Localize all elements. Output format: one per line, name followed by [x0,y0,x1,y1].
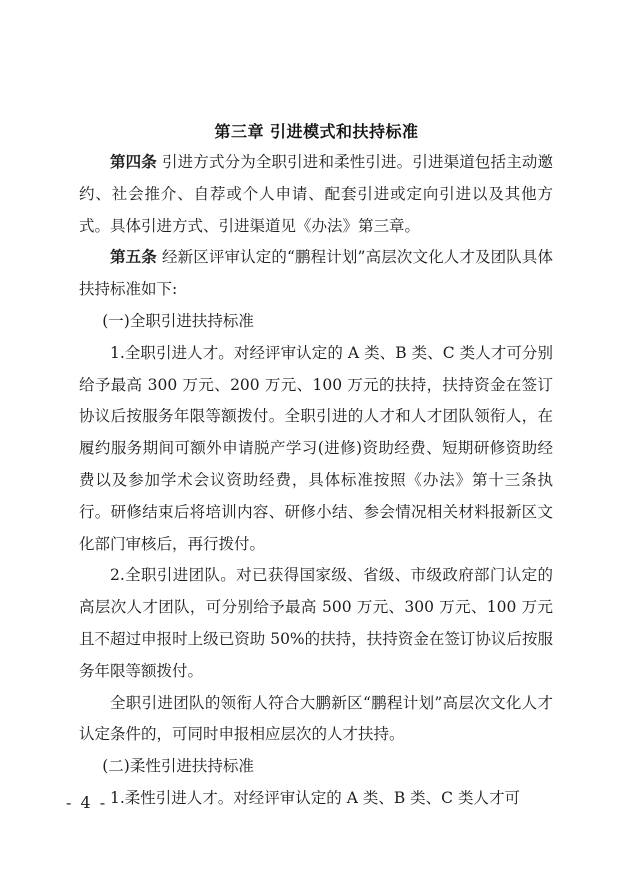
article-4-paragraph [79,147,553,242]
article-4-label: 第四条 [110,153,157,171]
page-number: - 4 - [66,793,108,812]
article-5-paragraph [79,242,553,306]
item-2-1-paragraph: 1.柔性引进人才。对经评审认定的 A 类、B 类、C 类人才可 [110,788,520,807]
article-5-label: 第五条 [110,248,157,267]
document-body [79,147,553,815]
article-5-text: 经新区评审认定的“鹏程计划”高层次文化人才及团队具体扶持标准如下: [79,248,553,299]
section-1-heading: (一)全职引进扶持标准 [102,311,254,330]
chapter-title: 第三章 引进模式和扶持标准 [214,122,419,141]
section-2-heading: (二)柔性引进扶持标准 [102,757,254,776]
item-1-1-paragraph: 1.全职引进人才。对经评审认定的 A 类、B 类、C 类人才可分别给予最高 300 万元、200 万元、100 万元的扶持，扶持资金在签订协议后按服务年限等额拨付。全职引进的人才和人才团队领衔人，在履约服务期间可额外申请脱产学习(进修)资助经费、短期研修资助经费以及参加学术会议资助经费，具体标准按照《办法》第十三条执行。研修结束后将培训内容、研修小结、参会情况相关材料报新区文化部门审核后，再行拨付。 [79,343,553,553]
item-1-2-paragraph: 2.全职引进团队。对已获得国家级、省级、市级政府部门认定的高层次人才团队，可分别给予最高 500 万元、300 万元、100 万元且不超过申报时上级已资助 50%的扶持，扶持资金在签订协议后按服务年限等额拨付。 [79,566,553,680]
article-4-text: 引进方式分为全职引进和柔性引进。引进渠道包括主动邀约、社会推介、自荐或个人申请、配套引进或定向引进以及其他方式。具体引进方式、引进渠道见《办法》第三章。 [79,153,553,235]
item-1-note-paragraph: 全职引进团队的领衔人符合大鹏新区“鹏程计划”高层次文化人才认定条件的，可同时申报相应层次的人才扶持。 [79,693,553,744]
